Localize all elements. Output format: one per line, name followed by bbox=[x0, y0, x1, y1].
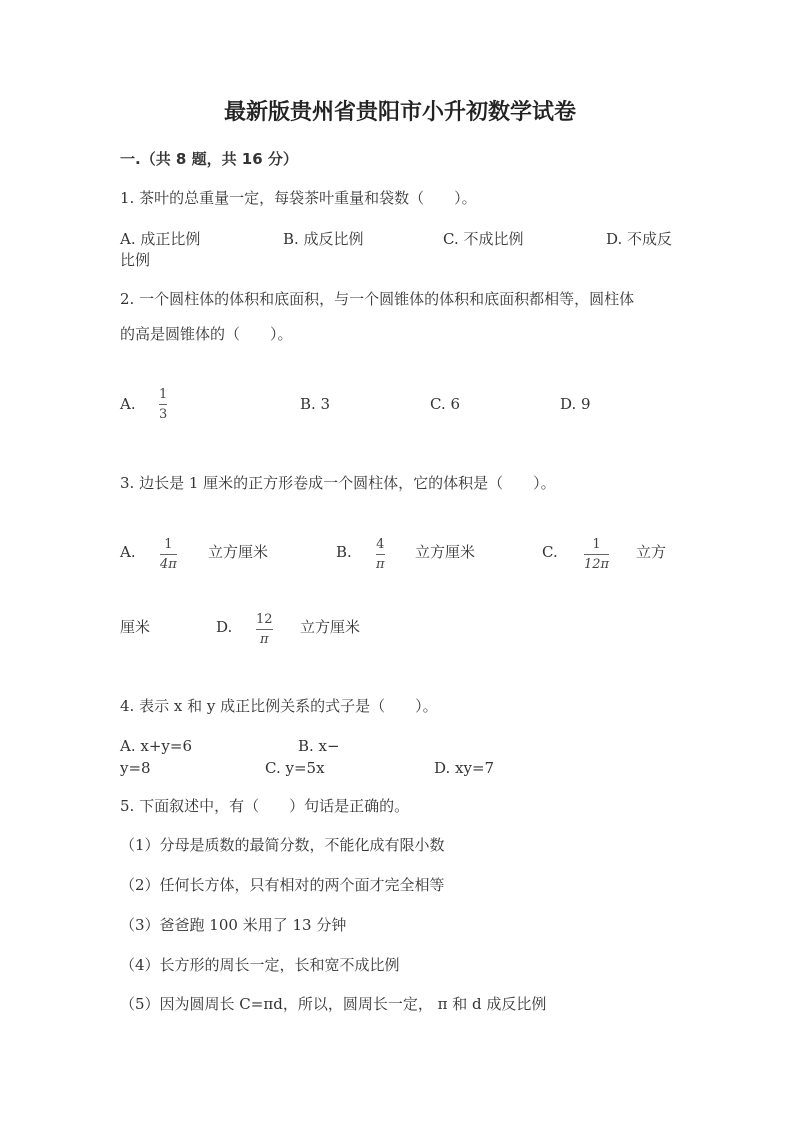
fraction-denominator: 12π bbox=[584, 557, 610, 572]
q3-option-b-unit: 立方厘米 bbox=[415, 543, 476, 561]
fraction-denominator: 3 bbox=[159, 407, 168, 422]
fraction-numerator: 12 bbox=[256, 612, 273, 627]
q3-option-b-fraction bbox=[376, 537, 385, 572]
q4-option-c: C. y=5x bbox=[265, 759, 325, 777]
fraction-bar bbox=[584, 554, 609, 555]
q5-statement-3: （3）爸爸跑 100 米用了 13 分钟 bbox=[120, 916, 347, 934]
fraction-bar bbox=[159, 404, 167, 405]
fraction-numerator: 4 bbox=[376, 537, 385, 552]
page-title: 最新版贵州省贵阳市小升初数学试卷 bbox=[223, 100, 576, 125]
q5-statement-5: （5）因为圆周长 C=πd，所以，圆周长一定， π 和 d 成反比例 bbox=[120, 995, 547, 1013]
fraction-bar bbox=[256, 629, 273, 630]
q3-option-c-unit-continued: 厘米 bbox=[120, 618, 151, 636]
question-4-stem: 4. 表示 x 和 y 成正比例关系的式子是（ ）。 bbox=[120, 697, 438, 715]
section-header: 一.（共 8 题，共 16 分） bbox=[120, 150, 298, 168]
fraction-numerator: 1 bbox=[159, 387, 168, 402]
q1-option-d-continued: 比例 bbox=[120, 251, 151, 269]
q1-option-b: B. 成反比例 bbox=[283, 230, 364, 248]
q4-option-b: B. x− bbox=[298, 737, 340, 755]
q3-option-a-label: A. bbox=[120, 543, 136, 561]
q3-option-a-fraction bbox=[160, 537, 177, 572]
q3-option-d-fraction bbox=[256, 612, 273, 647]
q1-option-c: C. 不成比例 bbox=[443, 230, 524, 248]
fraction-bar bbox=[160, 554, 177, 555]
q3-option-c-fraction bbox=[584, 537, 609, 572]
question-2-stem-line2: 的高是圆锥体的（ ）。 bbox=[120, 325, 293, 343]
q1-option-d: D. 不成反 bbox=[606, 230, 673, 248]
q3-option-d-label: D. bbox=[216, 618, 233, 636]
q4-option-d: D. xy=7 bbox=[434, 759, 495, 777]
q4-option-a: A. x+y=6 bbox=[120, 737, 192, 755]
q3-option-d-unit: 立方厘米 bbox=[300, 618, 361, 636]
q5-statement-1: （1）分母是质数的最简分数，不能化成有限小数 bbox=[120, 836, 445, 854]
q2-option-a-label: A. bbox=[120, 395, 136, 413]
question-1-stem: 1. 茶叶的总重量一定，每袋茶叶重量和袋数（ ）。 bbox=[120, 189, 477, 207]
q3-option-c-unit: 立方 bbox=[636, 543, 667, 561]
fraction-denominator: π bbox=[260, 632, 269, 647]
q5-statement-4: （4）长方形的周长一定，长和宽不成比例 bbox=[120, 956, 400, 974]
fraction-denominator: π bbox=[376, 557, 385, 572]
q2-option-c: C. 6 bbox=[430, 395, 461, 413]
q1-option-a: A. 成正比例 bbox=[120, 230, 201, 248]
question-2-stem-line1: 2. 一个圆柱体的体积和底面积，与一个圆锥体的体积和底面积都相等，圆柱体 bbox=[120, 290, 635, 308]
q3-option-b-label: B. bbox=[336, 543, 352, 561]
fraction-denominator: 4π bbox=[160, 557, 177, 572]
question-5-stem: 5. 下面叙述中，有（ ）句话是正确的。 bbox=[120, 797, 410, 815]
q3-option-c-label: C. bbox=[542, 543, 558, 561]
q2-option-d: D. 9 bbox=[560, 395, 591, 413]
question-3-stem: 3. 边长是 1 厘米的正方形卷成一个圆柱体，它的体积是（ ）。 bbox=[120, 474, 556, 492]
fraction-bar bbox=[376, 554, 385, 555]
q2-option-a-fraction bbox=[159, 387, 167, 422]
q4-option-b-continued: y=8 bbox=[120, 759, 151, 777]
fraction-numerator: 1 bbox=[592, 537, 601, 552]
q2-option-b: B. 3 bbox=[300, 395, 331, 413]
q3-option-a-unit: 立方厘米 bbox=[208, 543, 269, 561]
fraction-numerator: 1 bbox=[164, 537, 173, 552]
q5-statement-2: （2）任何长方体，只有相对的两个面才完全相等 bbox=[120, 876, 445, 894]
